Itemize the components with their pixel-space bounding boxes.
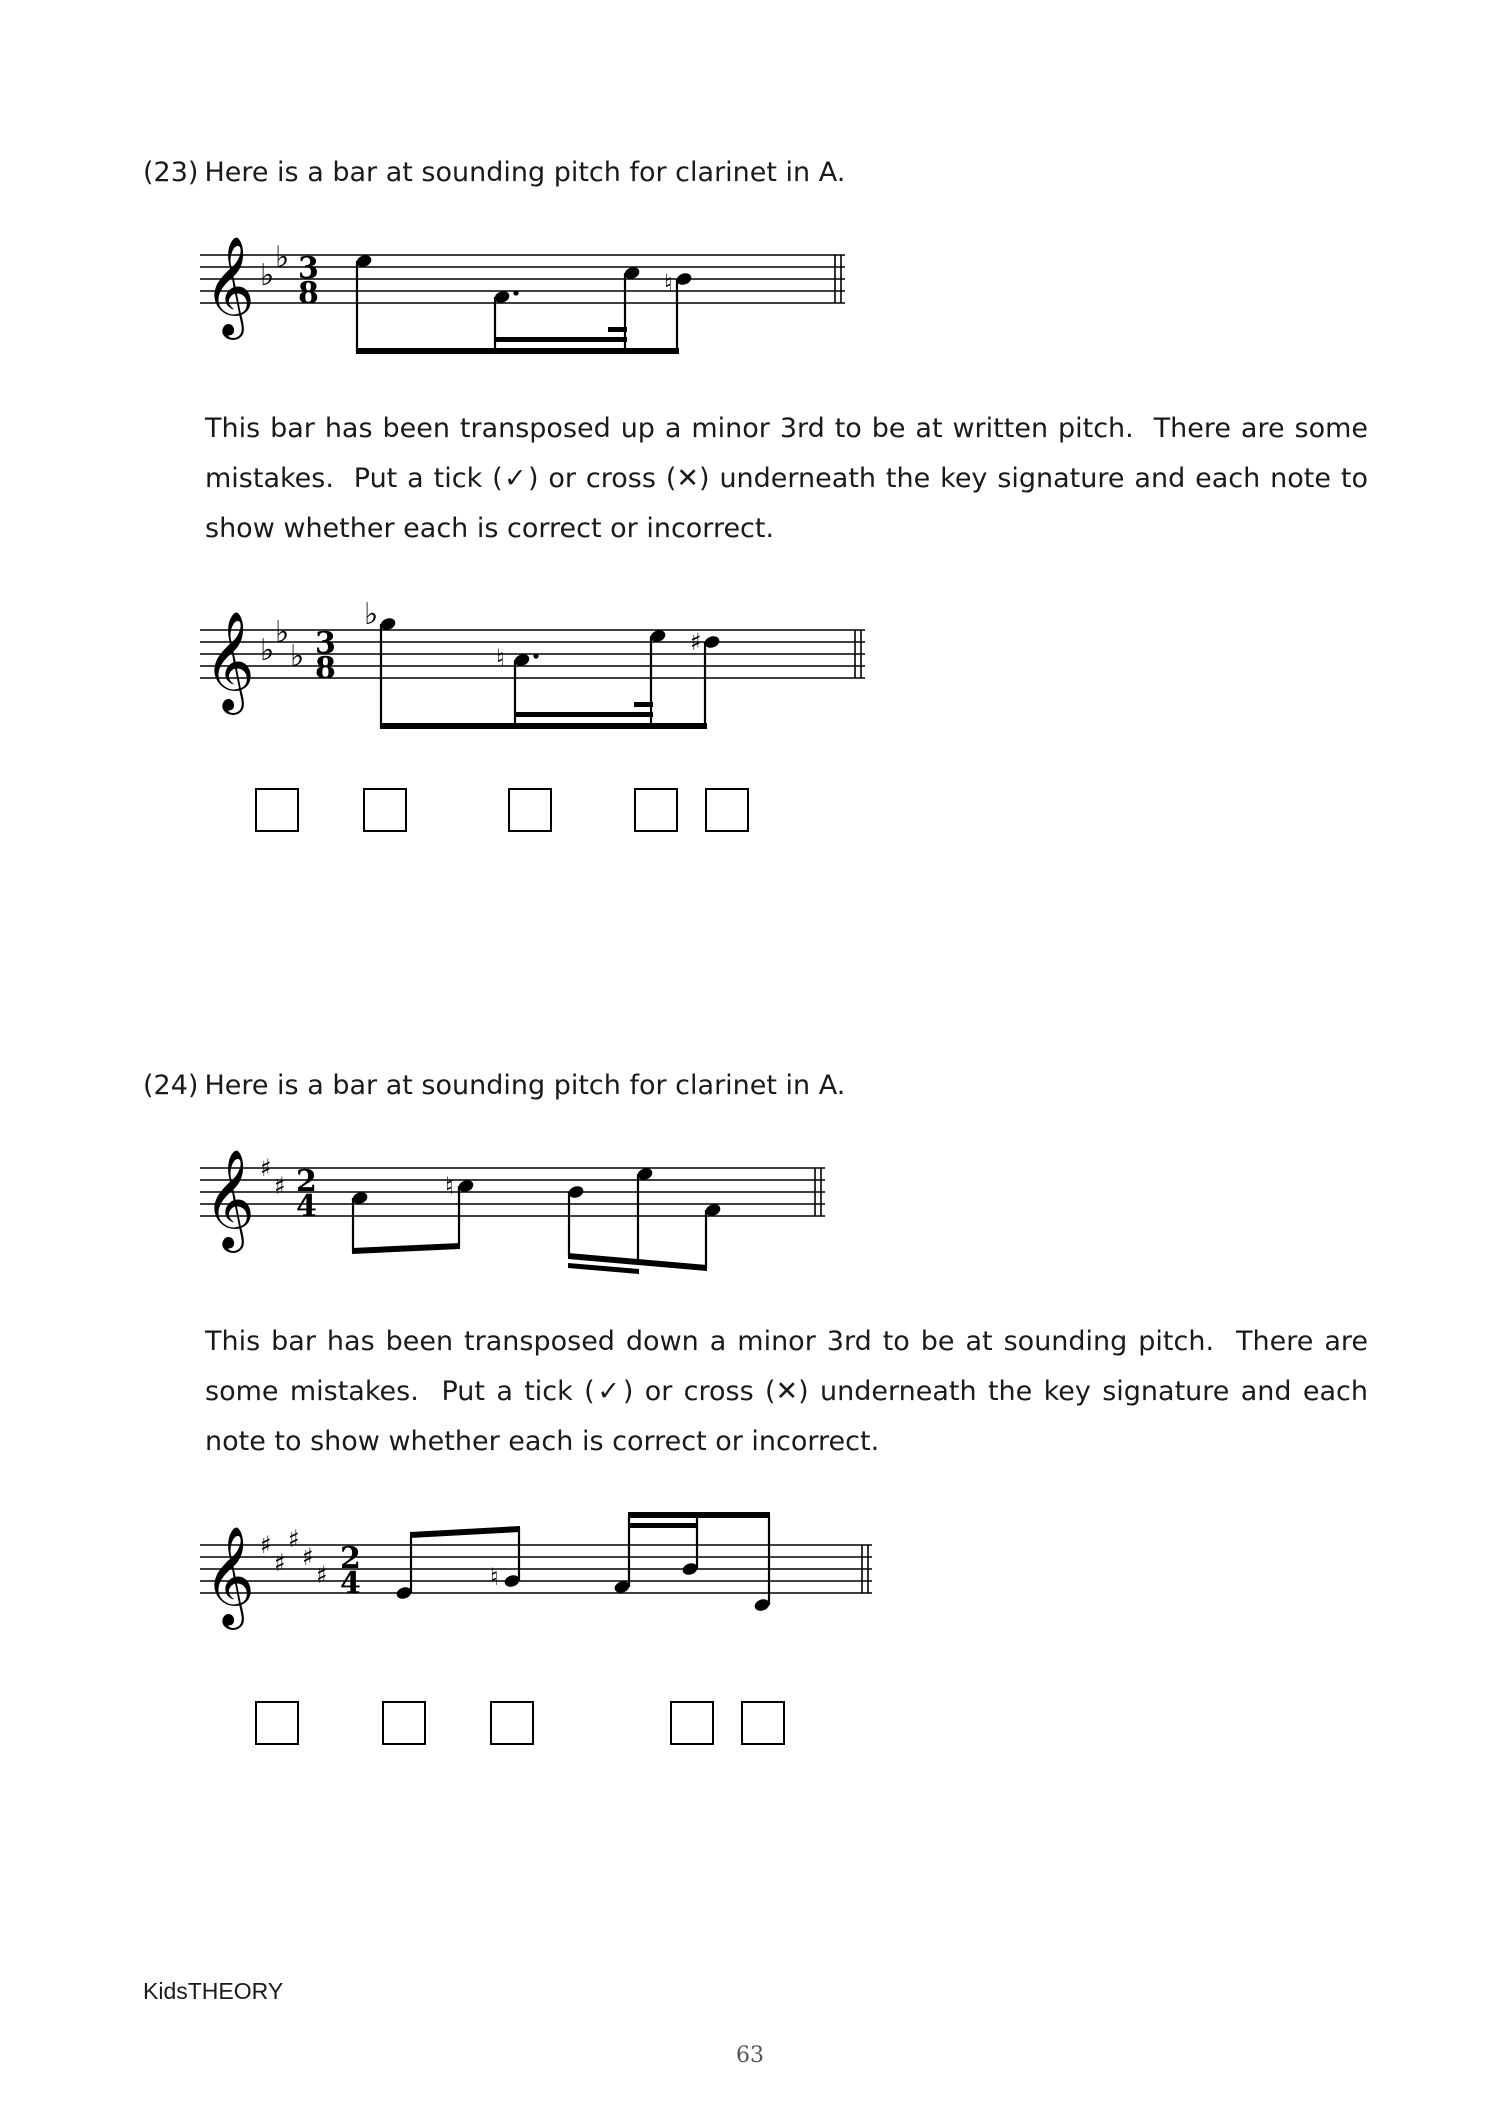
key-flat-b: ♭ <box>260 633 275 668</box>
answer-box-note-2[interactable] <box>490 1701 534 1745</box>
key-sharp-c: ♯ <box>274 1549 286 1577</box>
natural-accidental: ♮ <box>664 269 673 297</box>
treble-clef-icon: 𝄞 <box>204 1149 255 1249</box>
instruction-line: This bar has been transposed up a minor 3rd to be at written pitch. <box>205 413 1134 444</box>
time-sig-top: 2 <box>340 1541 361 1576</box>
time-sig-top: 2 <box>296 1164 317 1199</box>
key-sharp-c: ♯ <box>274 1172 286 1200</box>
instruction-line: ) or cross ( <box>527 463 677 494</box>
instruction-line: ) underneath the key signature and each note to show whether each is correct or incorrect. <box>205 463 1368 544</box>
sharp-accidental: ♯ <box>690 628 702 656</box>
instruction-line: There are some mistakes. <box>205 413 1368 494</box>
treble-clef-icon: 𝄞 <box>204 1526 255 1626</box>
treble-clef-icon: 𝄞 <box>204 236 255 336</box>
key-sharp-g: ♯ <box>288 1525 300 1553</box>
staff-lines <box>200 1545 872 1593</box>
key-sharp-d: ♯ <box>302 1543 314 1571</box>
time-sig-bottom: 4 <box>340 1566 361 1601</box>
instruction-line: Put a tick ( <box>353 463 503 494</box>
question-23-heading <box>143 157 845 188</box>
natural-accidental: ♮ <box>490 1563 499 1591</box>
q23-transposed-staff <box>200 597 880 750</box>
instruction-line: ) or cross ( <box>622 1376 776 1407</box>
natural-accidental: ♮ <box>445 1172 454 1200</box>
treble-clef-icon: 𝄞 <box>204 611 255 711</box>
question-number: (24) <box>143 1070 199 1101</box>
answer-box-note-3[interactable] <box>634 788 678 832</box>
question-24-instruction <box>205 1317 1368 1467</box>
instruction-line: This bar has been transposed down a minor 3rd to be at sounding pitch. <box>205 1326 1215 1357</box>
key-flat-e: ♭ <box>275 240 290 275</box>
answer-box-key-signature[interactable] <box>255 788 299 832</box>
page-number: 63 <box>736 2043 764 2068</box>
key-sharp-f: ♯ <box>260 1154 272 1182</box>
answer-box-note-4[interactable] <box>741 1701 785 1745</box>
natural-accidental: ♮ <box>496 644 505 672</box>
q24-original-staff <box>200 1138 840 1288</box>
cross-icon: ✕ <box>775 1376 799 1407</box>
cross-icon: ✕ <box>676 463 699 494</box>
key-sharp-a: ♯ <box>316 1561 328 1589</box>
q24-transposed-staff <box>200 1515 880 1665</box>
staff-lines <box>200 255 845 303</box>
answer-box-note-1[interactable] <box>363 788 407 832</box>
instruction-line: ) underneath the key signature and each note to show whether each is correct or incorrect. <box>205 1376 1368 1457</box>
time-sig-bottom: 4 <box>296 1189 317 1224</box>
time-sig-bottom: 8 <box>298 276 319 311</box>
question-number: (23) <box>143 157 199 188</box>
time-sig-bottom: 8 <box>315 651 336 686</box>
q23-original-staff <box>200 225 860 375</box>
time-sig-top: 3 <box>298 251 319 286</box>
tick-icon: ✓ <box>594 1376 623 1407</box>
question-23-instruction <box>205 404 1368 554</box>
key-flat-b: ♭ <box>260 258 275 293</box>
key-sharp-f: ♯ <box>260 1531 272 1559</box>
question-text: Here is a bar at sounding pitch for clarinet in A. <box>204 157 846 188</box>
answer-box-note-1[interactable] <box>382 1701 426 1745</box>
key-flat-a: ♭ <box>290 639 305 674</box>
tick-icon: ✓ <box>502 463 528 494</box>
brand-footer: KidsTHEORY <box>143 1978 284 2004</box>
instruction-line: Put a tick ( <box>441 1376 595 1407</box>
instruction-line: There are some mistakes. <box>205 1326 1368 1407</box>
key-flat-e: ♭ <box>275 615 290 650</box>
flat-accidental: ♭ <box>364 597 379 632</box>
staff-lines <box>200 1168 825 1216</box>
answer-box-key-signature[interactable] <box>255 1701 299 1745</box>
question-24-heading <box>143 1070 845 1101</box>
answer-box-note-4[interactable] <box>705 788 749 832</box>
answer-box-note-3[interactable] <box>670 1701 714 1745</box>
question-text: Here is a bar at sounding pitch for clarinet in A. <box>204 1070 846 1101</box>
answer-box-note-2[interactable] <box>508 788 552 832</box>
time-sig-top: 3 <box>315 626 336 661</box>
